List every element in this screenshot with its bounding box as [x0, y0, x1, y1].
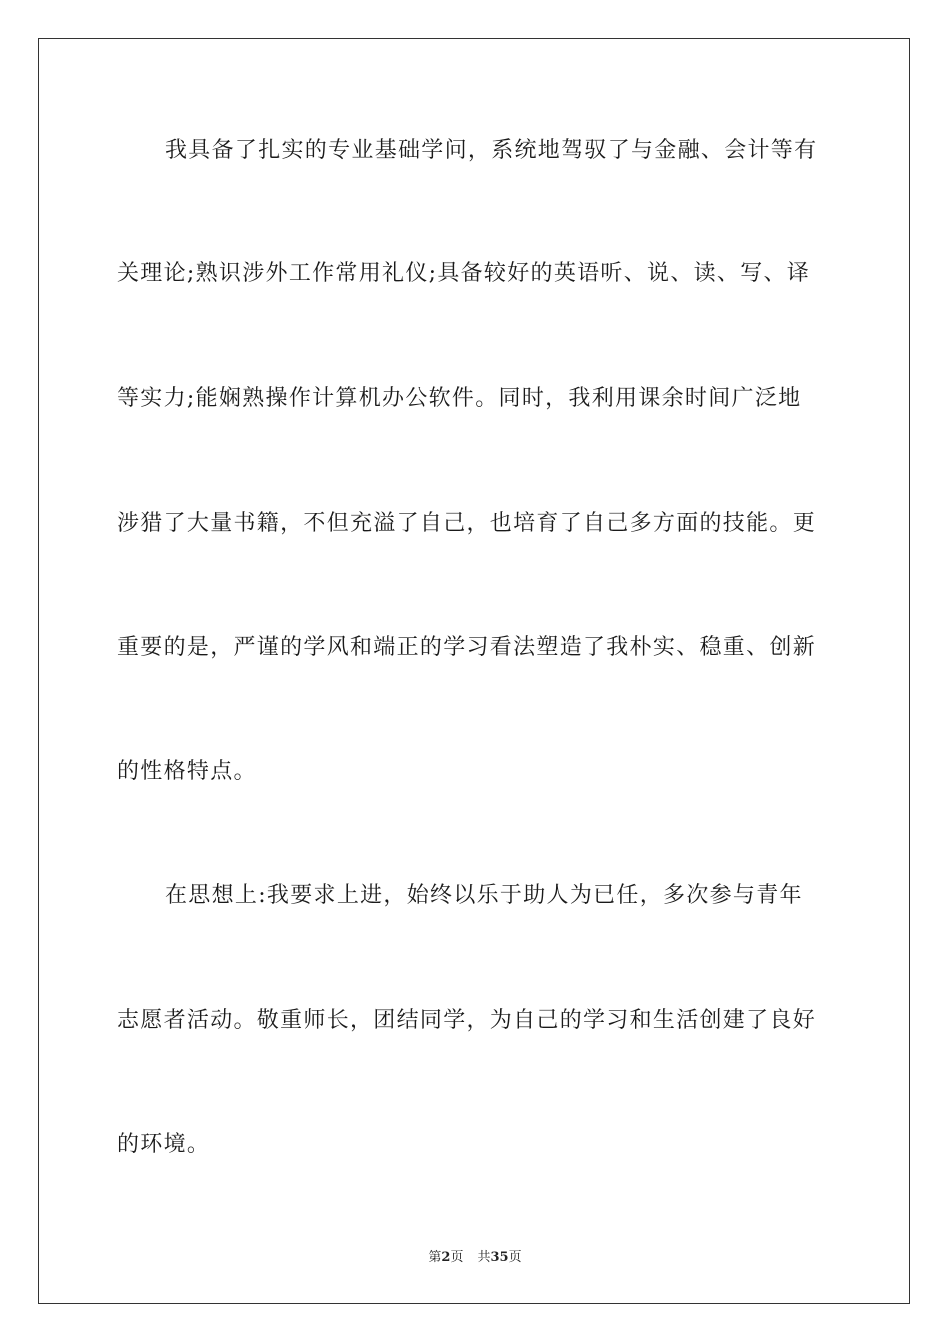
- paragraph-2-line-2: 志愿者活动。敬重师长，团结同学，为自己的学习和生活创建了良好: [117, 1008, 817, 1033]
- paragraph-1-line-4: 涉猎了大量书籍，不但充溢了自己，也培育了自己多方面的技能。更: [117, 511, 817, 536]
- total-prefix: 共: [477, 1250, 491, 1265]
- paragraph-1-line-3: 等实力;能娴熟操作计算机办公软件。同时，我利用课余时间广泛地: [117, 386, 802, 411]
- paragraph-1-line-2: 关理论;熟识涉外工作常用礼仪;具备较好的英语听、说、读、写、译: [117, 261, 811, 286]
- paragraph-2-line-3: 的环境。: [117, 1132, 211, 1157]
- page-prefix: 第: [428, 1250, 442, 1265]
- page-number: 2: [441, 1250, 451, 1265]
- page-footer: [0, 1246, 950, 1265]
- total-suffix: 页: [508, 1250, 522, 1265]
- paragraph-1-line-6: 的性格特点。: [117, 759, 257, 784]
- paragraph-1-line-1: 我具备了扎实的专业基础学问，系统地驾驭了与金融、会计等有: [165, 138, 818, 163]
- paragraph-1-line-5: 重要的是，严谨的学风和端正的学习看法塑造了我朴实、稳重、创新: [117, 635, 817, 660]
- page-suffix: 页: [450, 1250, 464, 1265]
- page-border: [38, 38, 910, 1304]
- paragraph-2-line-1: 在思想上:我要求上进，始终以乐于助人为已任，多次参与青年: [165, 883, 803, 908]
- total-pages: 35: [490, 1250, 509, 1265]
